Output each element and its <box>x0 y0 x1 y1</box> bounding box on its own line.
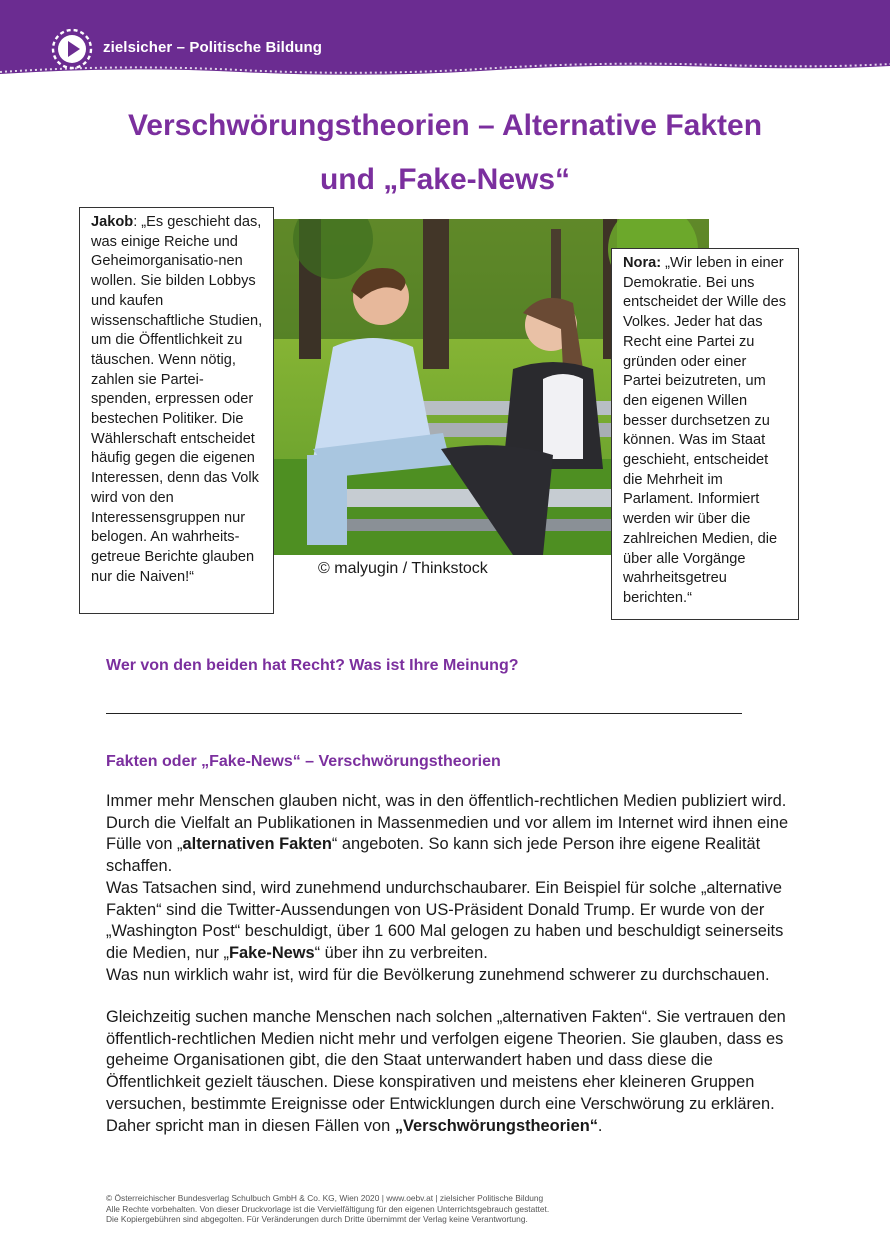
page-title-line-2: und „Fake-News“ <box>319 163 571 196</box>
footer-rights: Alle Rechte vorbehalten. Von dieser Druckvorlage ist die Vervielfältigung für den eigenen Unterrichtsgebrauch gestattet. <box>106 1203 550 1214</box>
paragraph-1-text-d: Was Tatsachen sind, wird zunehmend undurchschaubarer. Ein Beispiel für solche „alternative Fakten“ sind die Twitter-Aussendungen von US-Präsident Donald Trump. Er wurde von der „Washington Post“ beschuldigt, über 1 600 Mal gelogen zu haben und beschuldigt seinerseits die Medien, nur „ <box>106 878 784 962</box>
footer <box>106 1193 549 1225</box>
section-heading: Fakten oder „Fake-News“ – Verschwörungstheorien <box>106 753 501 770</box>
quote-box-nora <box>611 248 799 620</box>
paragraph-2 <box>106 1007 796 1137</box>
page-title-line-1: Verschwörungstheorien – Alternative Fakten <box>127 109 763 142</box>
paragraph-1-text-a: Immer mehr Menschen glauben nicht, was in den öffentlich-rechtlichen Medien publiziert wird. Durch die Vielfalt an Publikationen in Massenmedien und vor allem im Internet wird ihnen eine Fülle von „ <box>106 792 789 854</box>
answer-line[interactable] <box>106 713 742 714</box>
footer-copyright: © Österreichischer Bundesverlag Schulbuch GmbH & Co. KG, Wien 2020 | www.oebv.at | zielsicher Politische Bildung <box>106 1193 544 1203</box>
paragraph-1 <box>106 791 796 986</box>
paragraph-2-text-a: Gleichzeitig suchen manche Menschen nach solchen „alternativen Fakten“. Sie vertrauen den öffentlich-rechtlichen Medien nicht mehr und verfolgen eigene Theorien. Sie glauben, dass es geheime Organisationen gibt, die den Staat unterwandert haben und dass diese die Öffentlichkeit gezielt täuschen. Diese konspirativen und meistens eher kleineren Gruppen versuchen, bestimmte Ereignisse oder Entwicklungen durch eine Verschwörung zu erklären. Daher spricht man in diesen Fällen von <box>106 1008 786 1135</box>
paragraph-1-text-c: “ angeboten. So kann sich jede Person ihre eigene Realität schaffen. <box>106 835 761 876</box>
quote-text-jakob: : „Es geschieht das, was einige Reiche und Geheimorganisatio-nen wollen. Sie bilden Lobbys und kaufen wissenschaftliche Studien, um die Öffentlichkeit zu täuschen. Wenn nötig, zahlen sie Partei-spenden, erpressen oder bestechen Politiker. Die Wählerschaft entscheidet häufig gegen die eigenen Interessen, denn das Volk wird von den Interessensgruppen nur belogen. An wahrheits-getreue Berichte glauben nur die Naiven!“ <box>91 214 263 585</box>
quote-box-jakob <box>79 207 274 614</box>
term-alternative-facts: alternativen Fakten <box>182 835 332 854</box>
quote-text-nora: „Wir leben in einer Demokratie. Bei uns entscheidet der Wille des Volkes. Jeder hat das Recht eine Partei zu gründen oder einer Partei beizutreten, um den eigenen Willen besser durchsetzen zu können. Was im Staat geschieht, entscheidet die Mehrheit im Parlament. Informiert werden wir über die zahlreichen Medien, die über alle Vorgänge wahrheitsgetreu berichten.“ <box>623 255 787 606</box>
paragraph-1-text-f: “ über ihn zu verbreiten. <box>314 943 488 962</box>
term-conspiracy-theories: „Verschwörungstheorien“ <box>394 1116 598 1135</box>
discussion-question: Wer von den beiden hat Recht? Was ist Ihre Meinung? <box>106 657 519 674</box>
term-fake-news: Fake-News <box>229 943 315 962</box>
brand-name: zielsicher – Politische Bildung <box>103 39 322 56</box>
footer-fees: Die Kopiergebühren sind abgegolten. Für Veränderungen durch Dritte übernimmt der Verlag keine Verantwortung. <box>106 1214 528 1224</box>
photo-credit: © malyugin / Thinkstock <box>318 560 488 577</box>
paragraph-1-text-g: Was nun wirklich wahr ist, wird für die Bevölkerung zunehmend schwerer zu durchschauen. <box>106 965 770 984</box>
speaker-name-jakob: Jakob <box>91 214 134 230</box>
header-banner <box>0 0 890 84</box>
paragraph-2-text-c: . <box>597 1116 603 1135</box>
speaker-name-nora: Nora: <box>623 255 662 271</box>
